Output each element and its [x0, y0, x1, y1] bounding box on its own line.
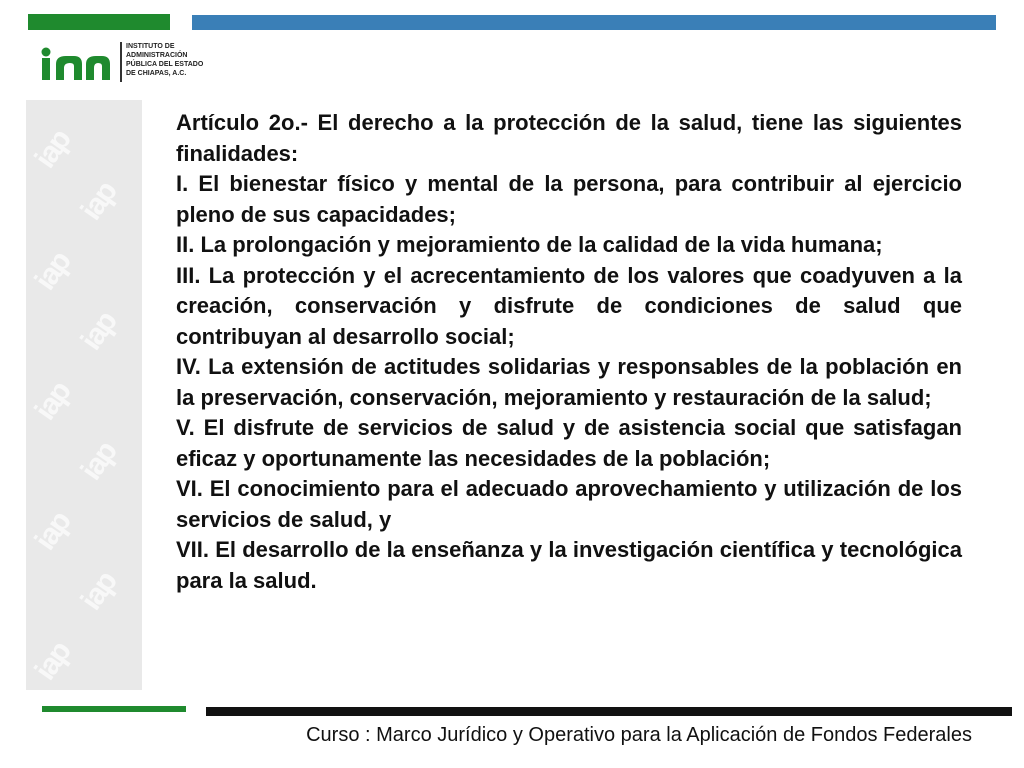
- watermark-logo: iap: [28, 124, 78, 175]
- watermark-logo: iap: [28, 246, 78, 297]
- logo-text: INSTITUTO DE ADMINISTRACIÓN PÚBLICA DEL ESTADO DE CHIAPAS, A.C.: [126, 43, 204, 77]
- watermark-logo: iap: [28, 506, 78, 557]
- article-item-1: I. El bienestar físico y mental de la persona, para contribuir al ejercicio pleno de sus capacidades;: [176, 171, 962, 227]
- bottom-black-bar: [206, 707, 1012, 716]
- watermark-logo: iap: [74, 306, 124, 357]
- article-item-5: V. El disfrute de servicios de salud y de asistencia social que satisfagan eficaz y oportunamente las necesidades de la población;: [176, 415, 962, 471]
- bottom-green-bar: [42, 706, 186, 712]
- top-blue-bar: [192, 15, 996, 30]
- iap-logo-icon: [40, 44, 116, 84]
- side-watermark-strip: [26, 100, 142, 690]
- iap-logo: [40, 40, 204, 86]
- top-green-bar: [28, 14, 170, 30]
- watermark-logo: iap: [28, 376, 78, 427]
- logo-divider: [120, 42, 122, 82]
- article-text: [176, 108, 962, 596]
- article-item-7: VII. El desarrollo de la enseñanza y la investigación científica y tecnológica para la salud.: [176, 537, 962, 593]
- article-item-3: III. La protección y el acrecentamiento de los valores que coadyuven a la creación, conservación y disfrute de condiciones de salud que contribuyan al desarrollo social;: [176, 262, 962, 349]
- article-item-4: IV. La extensión de actitudes solidarias y responsables de la población en la preservación, conservación, mejoramiento y restauración de la salud;: [176, 354, 962, 410]
- watermark-logo: iap: [28, 636, 78, 687]
- footer-course-title: Curso : Marco Jurídico y Operativo para la Aplicación de Fondos Federales: [306, 724, 972, 746]
- article-heading: Artículo 2o.- El derecho a la protección de la salud, tiene las siguientes finalidades:: [176, 110, 962, 166]
- watermark-logo: iap: [74, 566, 124, 617]
- watermark-logo: iap: [74, 436, 124, 487]
- article-item-2: II. La prolongación y mejoramiento de la calidad de la vida humana;: [176, 232, 883, 257]
- article-item-6: VI. El conocimiento para el adecuado aprovechamiento y utilización de los servicios de salud, y: [176, 476, 962, 532]
- watermark-logo: iap: [74, 176, 124, 227]
